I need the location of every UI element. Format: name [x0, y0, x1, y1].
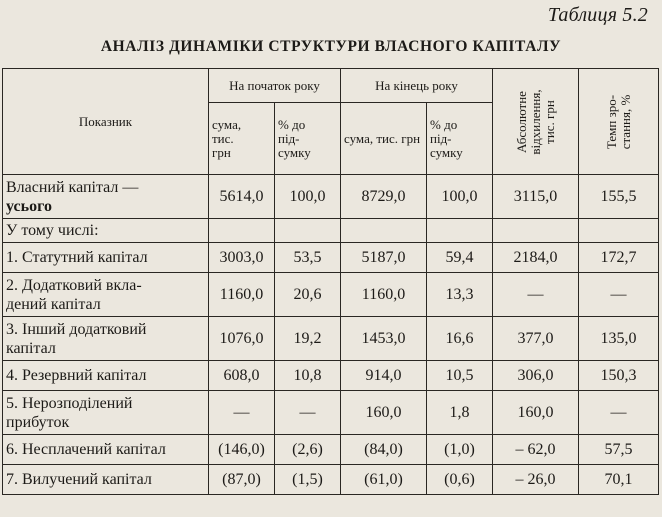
cell-growth: — [579, 391, 659, 435]
cell-start-pct: (1,5) [275, 465, 341, 495]
cell-end-pct: (0,6) [427, 465, 493, 495]
row-name: 4. Резервний капітал [3, 361, 209, 391]
cell-growth: 150,3 [579, 361, 659, 391]
cell-end-sum: 914,0 [341, 361, 427, 391]
cell-end-sum: (84,0) [341, 435, 427, 465]
cell-end-sum: 160,0 [341, 391, 427, 435]
cell-abs: 377,0 [493, 317, 579, 361]
row-name: 2. Додатковий вкла- дений капітал [3, 273, 209, 317]
table-title: АНАЛІЗ ДИНАМІКИ СТРУКТУРИ ВЛАСНОГО КАПІТАЛУ [100, 38, 562, 55]
header-start-sum: сума, тис. грн [209, 103, 275, 175]
table-row [3, 273, 659, 317]
row-name: 7. Вилучений капітал [3, 465, 209, 495]
table-row [3, 435, 659, 465]
cell-abs: – 62,0 [493, 435, 579, 465]
header-growth-rate: Темп зро- стання, % [579, 69, 659, 175]
header-start-pct: % до під- сумку [275, 103, 341, 175]
header-absolute-deviation: Абсолютне відхилення, тис. грн [493, 69, 579, 175]
cell-end-pct: 59,4 [427, 243, 493, 273]
cell-end-pct: 1,8 [427, 391, 493, 435]
cell-end-pct: 100,0 [427, 175, 493, 219]
row-name: У тому числі: [3, 219, 209, 243]
cell-end-sum: 1160,0 [341, 273, 427, 317]
table-row [3, 219, 659, 243]
row-name: 3. Інший додатковий капітал [3, 317, 209, 361]
row-name: Власний капітал — усього [3, 175, 209, 219]
table-row [3, 243, 659, 273]
table-row [3, 361, 659, 391]
table-number: Таблиця 5.2 [547, 4, 648, 26]
header-end-pct: % до під- сумку [427, 103, 493, 175]
row-name: 6. Несплачений капітал [3, 435, 209, 465]
cell-growth: 172,7 [579, 243, 659, 273]
cell-abs: 160,0 [493, 391, 579, 435]
header-start-of-year: На початок року [209, 69, 341, 103]
cell-end-sum: (61,0) [341, 465, 427, 495]
cell-growth: 135,0 [579, 317, 659, 361]
cell-abs: – 26,0 [493, 465, 579, 495]
cell-start-sum: — [209, 391, 275, 435]
cell-abs: — [493, 273, 579, 317]
cell-start-pct: 53,5 [275, 243, 341, 273]
cell-start-sum: (146,0) [209, 435, 275, 465]
cell-abs: 306,0 [493, 361, 579, 391]
cell-end-sum: 1453,0 [341, 317, 427, 361]
cell-end-pct: 16,6 [427, 317, 493, 361]
header-end-of-year: На кінець року [341, 69, 493, 103]
cell-growth: 155,5 [579, 175, 659, 219]
cell-growth: 57,5 [579, 435, 659, 465]
cell-end-pct: 13,3 [427, 273, 493, 317]
capital-structure-table [2, 68, 659, 495]
cell-start-pct: 19,2 [275, 317, 341, 361]
cell-start-sum: 1160,0 [209, 273, 275, 317]
cell-growth: 70,1 [579, 465, 659, 495]
cell-end-sum: 8729,0 [341, 175, 427, 219]
cell-start-pct: — [275, 391, 341, 435]
table-row [3, 175, 659, 219]
cell-start-pct: (2,6) [275, 435, 341, 465]
table-row [3, 465, 659, 495]
cell-start-sum: 608,0 [209, 361, 275, 391]
cell-growth: — [579, 273, 659, 317]
header-row-1 [3, 69, 659, 103]
cell-start-sum: 5614,0 [209, 175, 275, 219]
header-end-sum: сума, тис. грн [341, 103, 427, 175]
cell-end-pct: (1,0) [427, 435, 493, 465]
cell-start-sum: (87,0) [209, 465, 275, 495]
cell-start-sum: 3003,0 [209, 243, 275, 273]
cell-end-sum: 5187,0 [341, 243, 427, 273]
row-name: 1. Статутний капітал [3, 243, 209, 273]
header-indicator: Показник [3, 69, 209, 175]
table-row [3, 391, 659, 435]
cell-start-pct: 10,8 [275, 361, 341, 391]
cell-abs: 3115,0 [493, 175, 579, 219]
cell-start-pct: 100,0 [275, 175, 341, 219]
row-name: 5. Нерозподілений прибуток [3, 391, 209, 435]
cell-abs: 2184,0 [493, 243, 579, 273]
cell-end-pct: 10,5 [427, 361, 493, 391]
table-row [3, 317, 659, 361]
cell-start-pct: 20,6 [275, 273, 341, 317]
cell-start-sum: 1076,0 [209, 317, 275, 361]
